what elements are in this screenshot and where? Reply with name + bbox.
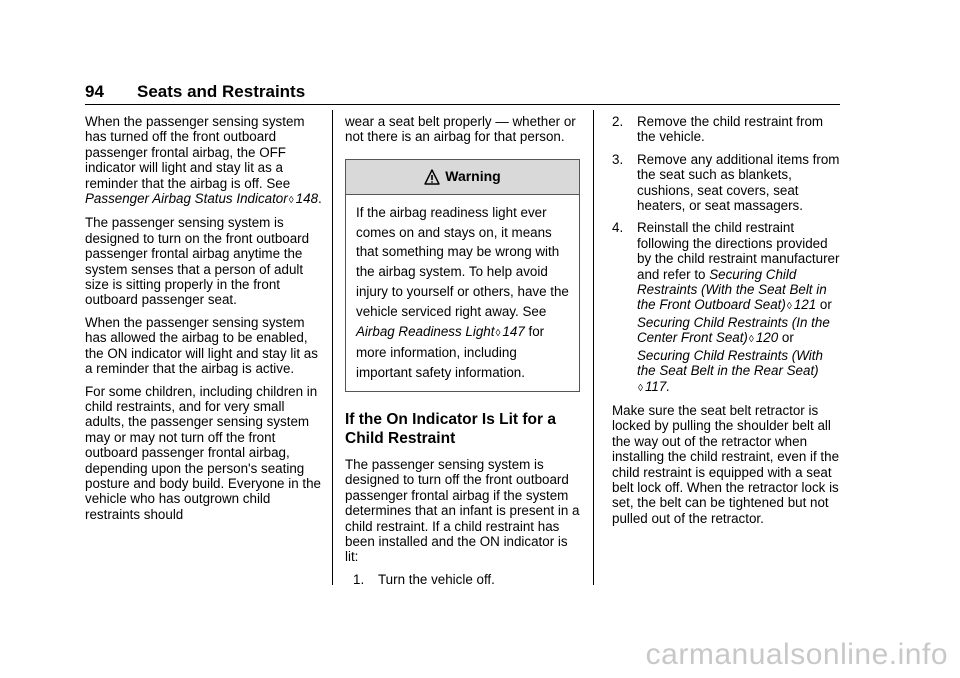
list-item <box>612 220 844 395</box>
column-divider <box>332 110 333 585</box>
list-number: 3. <box>612 151 624 167</box>
list-item <box>353 572 580 587</box>
page-reference[interactable]: 121 <box>793 297 817 313</box>
cross-reference-link[interactable]: Securing Child Restraints (In the Center Front Seat) <box>637 314 830 346</box>
watermark: carmanualsonline.info <box>645 638 948 671</box>
warning-header <box>346 160 579 195</box>
section-heading: If the On Indicator Is Lit for a Child Restraint <box>345 410 556 447</box>
page-arrow-icon: ◊ <box>786 301 792 313</box>
cross-reference-link[interactable]: Airbag Readiness Light <box>356 323 495 339</box>
cross-reference-link[interactable]: Securing Child Restraints (With the Seat Belt in the Rear Seat) <box>637 347 823 379</box>
list-number: 2. <box>612 114 624 129</box>
column-middle <box>345 114 580 594</box>
column-left <box>85 114 325 529</box>
paragraph: Make sure the seat belt retractor is locked by pulling the shoulder belt all the way out of the retractor when installing the child restraint, even if the child restraint is equipped with a seat belt lock off. When the retractor lock is set, the belt can be tightened but not pulled out of the retractor. <box>612 402 840 526</box>
column-divider <box>593 110 594 585</box>
paragraph: The passenger sensing system is designed to turn on the front outboard passenger frontal airbag anytime the system senses that a person of adult size is sitting properly in the front outboard passenger seat. <box>85 215 310 308</box>
paragraph: When the passenger sensing system has turned off the front outboard passenger frontal airbag, the OFF indicator will light and stay lit as a reminder that the airbag is off. See Passenger Airbag Status Indicator◊ 148. <box>85 114 322 207</box>
warning-box <box>345 159 580 392</box>
page-arrow-icon: ◊ <box>495 327 501 339</box>
page-reference[interactable]: 147 <box>502 323 525 339</box>
warning-text: If the airbag readiness light ever comes on and stays on, it means that something may be wrong with the airbag system. To help avoid injury to yourself or others, have the vehicle serviced right away. See Airbag Readiness Light◊ 147 for more information, including important safety information. <box>356 204 569 381</box>
list-item <box>612 152 844 214</box>
list-text: Reinstall the child restraint following the directions provided by the child restraint manufacturer and refer to Securing Child Restraints (With the Seat Belt in the Front Outboard Seat)◊ 121 or Securing Child Restraints (In the Center Front Seat)◊ 120 or Securing Child Restraints (With the Seat Belt in the Rear Seat) ◊ 117. <box>637 220 840 394</box>
page-reference[interactable]: 117 <box>644 378 667 394</box>
paragraph: For some children, including children in child restraints, and for very small adults, the passenger sensing system may or may not turn off the front outboard passenger frontal airbag, depending upon the person's seating posture and body build. Everyone in the vehicle who has outgrown child restraints should <box>85 383 321 522</box>
paragraph: When the passenger sensing system has allowed the airbag to be enabled, the ON indicator will light and stay lit as a reminder that the airbag is active. <box>85 314 318 377</box>
paragraph: wear a seat belt properly — whether or not there is an airbag for that person. <box>345 114 576 145</box>
list-text: Remove the child restraint from the vehicle. <box>637 114 824 145</box>
warning-title: Warning <box>445 168 501 185</box>
list-number: 1. <box>353 571 365 587</box>
cross-reference-link[interactable]: Passenger Airbag Status Indicator <box>85 191 288 207</box>
page-arrow-icon: ◊ <box>288 195 294 207</box>
section-title: Seats and Restraints <box>137 82 306 101</box>
warning-triangle-icon <box>424 169 440 185</box>
paragraph: The passenger sensing system is designed to turn off the front outboard passenger frontal airbag if the system determines that an infant is present in a child restraint. If a child restraint has been installed and the ON indicator is lit: <box>345 456 580 565</box>
page-arrow-icon: ◊ <box>748 334 754 346</box>
list-number: 4. <box>612 220 624 236</box>
cross-reference-link[interactable]: Securing Child Restraints (With the Seat Belt in the Front Outboard Seat) <box>637 266 827 313</box>
list-item <box>612 114 844 145</box>
list-text: Remove any additional items from the seat such as blankets, cushions, seat covers, seat heaters, or seat massagers. <box>637 151 840 214</box>
page-reference[interactable]: 120 <box>755 330 779 346</box>
page-arrow-icon: ◊ <box>638 382 643 394</box>
list-text: Turn the vehicle off. <box>378 571 495 587</box>
page-number: 94 <box>85 82 104 101</box>
page-reference[interactable]: 148 <box>295 191 319 207</box>
column-right <box>612 114 844 533</box>
page-header <box>85 80 840 105</box>
